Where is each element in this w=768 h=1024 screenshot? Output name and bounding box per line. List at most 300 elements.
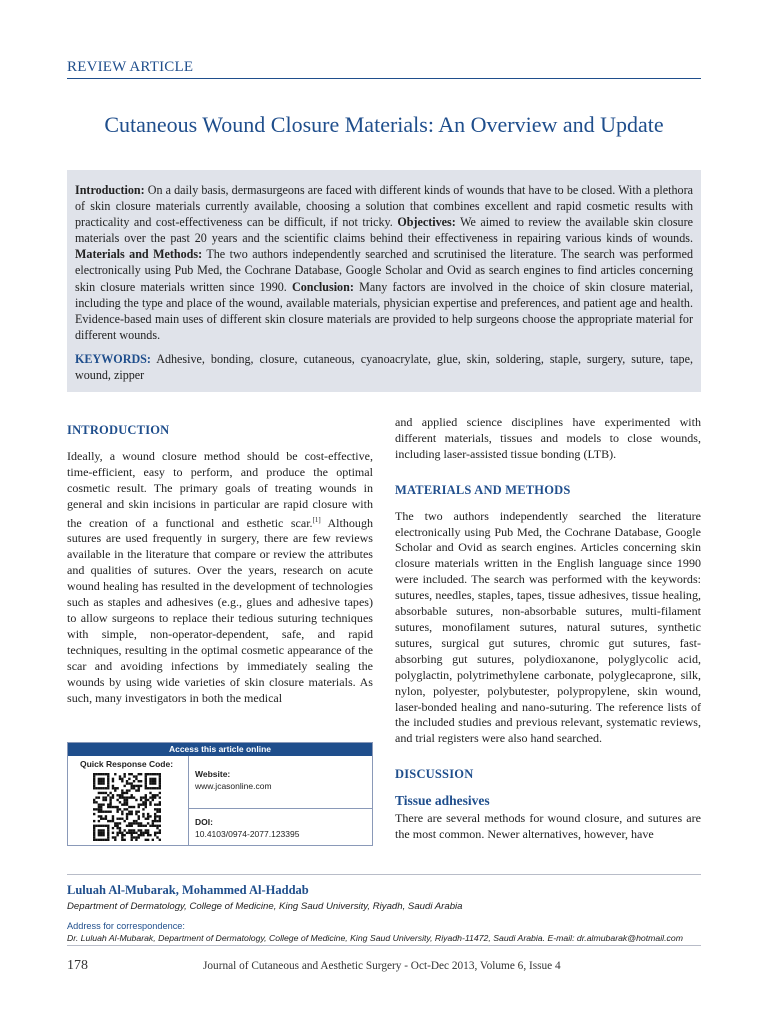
- qr-module: [102, 778, 104, 780]
- qr-module: [159, 778, 161, 780]
- qr-module: [98, 829, 100, 831]
- abstract-intro-label: Introduction:: [75, 183, 145, 197]
- qr-module: [126, 796, 128, 798]
- qr-module: [156, 820, 158, 822]
- qr-module: [102, 796, 104, 798]
- qr-module: [107, 836, 109, 838]
- qr-module: [100, 803, 102, 805]
- qr-module: [135, 785, 137, 787]
- qr-module: [149, 773, 151, 775]
- qr-module: [126, 782, 128, 784]
- qr-module: [112, 827, 114, 829]
- qr-module: [145, 803, 147, 805]
- qr-module: [107, 778, 109, 780]
- qr-module: [93, 775, 95, 777]
- qr-module: [149, 787, 151, 789]
- qr-module: [133, 832, 135, 834]
- qr-module: [145, 775, 147, 777]
- qr-module: [140, 799, 142, 801]
- qr-module: [147, 787, 149, 789]
- qr-module: [112, 780, 114, 782]
- qr-module: [154, 803, 156, 805]
- qr-module: [138, 789, 140, 791]
- qr-module: [131, 822, 133, 824]
- qr-module: [105, 799, 107, 801]
- qr-module: [128, 813, 130, 815]
- qr-module: [116, 822, 118, 824]
- qr-module: [112, 832, 114, 834]
- qr-module: [138, 829, 140, 831]
- qr-module: [145, 796, 147, 798]
- qr-module: [133, 829, 135, 831]
- qr-module: [95, 839, 97, 841]
- qr-module: [93, 813, 95, 815]
- qr-module: [105, 815, 107, 817]
- qr-module: [133, 820, 135, 822]
- website-link[interactable]: www.jcasonline.com: [195, 781, 272, 791]
- qr-module: [142, 815, 144, 817]
- qr-module: [147, 773, 149, 775]
- qr-module: [126, 813, 128, 815]
- qr-module: [128, 822, 130, 824]
- abstract-text: [75, 182, 693, 343]
- qr-module: [107, 780, 109, 782]
- qr-module: [102, 787, 104, 789]
- qr-module: [145, 801, 147, 803]
- qr-module: [105, 825, 107, 827]
- qr-module: [102, 782, 104, 784]
- qr-module: [133, 806, 135, 808]
- introduction-heading: INTRODUCTION: [67, 423, 170, 437]
- qr-module: [112, 778, 114, 780]
- abstract-conclusion-label: Conclusion:: [292, 279, 354, 294]
- qr-module: [93, 782, 95, 784]
- qr-module: [135, 836, 137, 838]
- qr-label: Quick Response Code:: [80, 759, 174, 769]
- qr-module: [131, 782, 133, 784]
- abstract-objectives-label: Objectives:: [397, 215, 456, 230]
- qr-module: [109, 811, 111, 813]
- qr-module: [152, 820, 154, 822]
- qr-module: [112, 815, 114, 817]
- qr-module: [112, 785, 114, 787]
- qr-module: [116, 832, 118, 834]
- discussion-paragraph: There are several methods for wound closure, and sutures are the most common. Newer alternatives, however, have: [395, 811, 701, 841]
- qr-module: [112, 794, 114, 796]
- qr-module: [109, 796, 111, 798]
- qr-module: [154, 773, 156, 775]
- qr-module: [126, 818, 128, 820]
- qr-module: [140, 773, 142, 775]
- qr-module: [114, 773, 116, 775]
- qr-module: [135, 799, 137, 801]
- qr-module: [133, 787, 135, 789]
- right-column: [395, 415, 701, 843]
- qr-code-icon[interactable]: [93, 773, 161, 841]
- qr-module: [102, 792, 104, 794]
- qr-module: [154, 782, 156, 784]
- qr-module: [126, 780, 128, 782]
- qr-module: [102, 832, 104, 834]
- abstract-objectives-text: We aimed to review the available skin closure materials over the past 20 years and the scientific claims behind their effectiveness in repairing various kinds of wounds.: [75, 215, 693, 246]
- qr-module: [119, 832, 121, 834]
- qr-module: [98, 787, 100, 789]
- qr-module: [126, 815, 128, 817]
- keywords-text: Adhesive, bonding, closure, cutaneous, cyanoacrylate, glue, skin, soldering, staple, surgery, suture, tape, wound, zipper: [75, 351, 693, 383]
- qr-module: [159, 803, 161, 805]
- qr-module: [152, 796, 154, 798]
- qr-module: [138, 822, 140, 824]
- qr-module: [107, 825, 109, 827]
- qr-module: [133, 822, 135, 824]
- qr-module: [159, 811, 161, 813]
- qr-module: [116, 827, 118, 829]
- doi-link[interactable]: 10.4103/0974-2077.123395: [195, 829, 300, 839]
- qr-module: [109, 801, 111, 803]
- qr-module: [114, 806, 116, 808]
- qr-module: [107, 787, 109, 789]
- qr-module: [98, 825, 100, 827]
- qr-module: [93, 827, 95, 829]
- qr-module: [126, 803, 128, 805]
- qr-module: [126, 825, 128, 827]
- qr-module: [128, 773, 130, 775]
- qr-module: [149, 834, 151, 836]
- abstract-box: [67, 170, 701, 392]
- qr-module: [159, 832, 161, 834]
- qr-module: [154, 796, 156, 798]
- qr-module: [107, 839, 109, 841]
- qr-module: [156, 808, 158, 810]
- qr-module: [156, 832, 158, 834]
- qr-module: [156, 773, 158, 775]
- qr-module: [98, 778, 100, 780]
- qr-module: [98, 780, 100, 782]
- qr-module: [152, 822, 154, 824]
- qr-module: [147, 829, 149, 831]
- qr-module: [107, 773, 109, 775]
- qr-module: [154, 778, 156, 780]
- qr-module: [154, 815, 156, 817]
- qr-module: [140, 780, 142, 782]
- qr-module: [105, 796, 107, 798]
- qr-module: [152, 778, 154, 780]
- qr-module: [154, 780, 156, 782]
- qr-module: [135, 811, 137, 813]
- qr-module: [145, 785, 147, 787]
- qr-module: [112, 806, 114, 808]
- qr-module: [109, 799, 111, 801]
- qr-module: [121, 811, 123, 813]
- qr-module: [140, 832, 142, 834]
- qr-module: [126, 789, 128, 791]
- correspondence-text: Dr. Luluah Al-Mubarak, Department of Dermatology, College of Medicine, King Saud University, Riyadh-11472, Saudi Arabia. E-mail: dr.almubarak@hotmail.com: [67, 933, 683, 943]
- qr-module: [121, 836, 123, 838]
- qr-module: [107, 820, 109, 822]
- qr-module: [131, 839, 133, 841]
- qr-module: [140, 834, 142, 836]
- discussion-heading: DISCUSSION: [395, 767, 474, 782]
- qr-module: [98, 773, 100, 775]
- qr-module: [112, 796, 114, 798]
- qr-module: [102, 825, 104, 827]
- qr-module: [142, 832, 144, 834]
- qr-module: [131, 787, 133, 789]
- qr-module: [147, 839, 149, 841]
- qr-module: [112, 820, 114, 822]
- qr-module: [102, 799, 104, 801]
- qr-module: [142, 808, 144, 810]
- qr-module: [142, 813, 144, 815]
- qr-module: [123, 799, 125, 801]
- qr-module: [159, 796, 161, 798]
- abstract-intro-text: On a daily basis, dermasurgeons are faced with different kinds of wounds that have to be closed. With a plethora of skin closure materials currently available, choosing a solution that combines excellent and rapid cosmetic results with practicality and cost-effectiveness can be difficult, if not tricky.: [75, 183, 693, 230]
- qr-module: [121, 813, 123, 815]
- introduction-paragraph: [67, 449, 373, 707]
- qr-module: [102, 839, 104, 841]
- qr-module: [109, 806, 111, 808]
- qr-module: [145, 832, 147, 834]
- qr-module: [147, 818, 149, 820]
- qr-module: [98, 796, 100, 798]
- qr-module: [102, 780, 104, 782]
- abstract-conclusion-text: Many factors are involved in the choice of skin closure material, including the type and place of the wound, available materials, physician expertise and preferences, and patient age and health. Evidence-based main uses of different skin closure materials are provided to help surgeons choose the appropriate material for different wounds.: [75, 279, 693, 342]
- qr-module: [140, 825, 142, 827]
- qr-module: [123, 801, 125, 803]
- qr-module: [126, 799, 128, 801]
- qr-module: [114, 787, 116, 789]
- qr-module: [149, 803, 151, 805]
- qr-module: [107, 834, 109, 836]
- qr-module: [131, 773, 133, 775]
- qr-module: [102, 834, 104, 836]
- qr-module: [149, 796, 151, 798]
- qr-module: [159, 801, 161, 803]
- qr-module: [123, 839, 125, 841]
- qr-module: [100, 780, 102, 782]
- qr-module: [145, 825, 147, 827]
- qr-module: [145, 782, 147, 784]
- qr-module: [142, 803, 144, 805]
- qr-module: [98, 820, 100, 822]
- qr-module: [119, 801, 121, 803]
- qr-module: [123, 796, 125, 798]
- qr-module: [119, 822, 121, 824]
- qr-module: [149, 792, 151, 794]
- qr-module: [93, 799, 95, 801]
- qr-module: [107, 794, 109, 796]
- qr-module: [119, 778, 121, 780]
- qr-module: [159, 787, 161, 789]
- qr-module: [142, 796, 144, 798]
- qr-module: [152, 773, 154, 775]
- qr-module: [154, 808, 156, 810]
- qr-module: [128, 782, 130, 784]
- qr-module: [93, 785, 95, 787]
- qr-module: [142, 825, 144, 827]
- qr-module: [121, 778, 123, 780]
- qr-module: [138, 803, 140, 805]
- article-type-label: REVIEW ARTICLE: [67, 59, 194, 75]
- journal-citation: Journal of Cutaneous and Aesthetic Surgery - Oct-Dec 2013, Volume 6, Issue 4: [203, 960, 561, 972]
- qr-module: [123, 820, 125, 822]
- qr-module: [98, 792, 100, 794]
- qr-module: [138, 787, 140, 789]
- qr-module: [145, 839, 147, 841]
- qr-module: [119, 808, 121, 810]
- qr-module: [152, 794, 154, 796]
- qr-module: [128, 806, 130, 808]
- qr-module: [116, 818, 118, 820]
- qr-module: [135, 813, 137, 815]
- qr-module: [98, 808, 100, 810]
- abstract-methods-label: Materials and Methods:: [75, 247, 203, 262]
- qr-module: [138, 818, 140, 820]
- qr-module: [95, 801, 97, 803]
- qr-module: [149, 815, 151, 817]
- qr-module: [159, 792, 161, 794]
- qr-module: [116, 825, 118, 827]
- author-affiliation: Department of Dermatology, College of Medicine, King Saud University, Riyadh, Saudi Arabia: [67, 901, 463, 912]
- qr-module: [145, 787, 147, 789]
- qr-module: [156, 827, 158, 829]
- qr-module: [128, 829, 130, 831]
- qr-module: [109, 792, 111, 794]
- qr-module: [121, 796, 123, 798]
- qr-module: [93, 787, 95, 789]
- qr-module: [131, 834, 133, 836]
- introduction-text-b: Although sutures are used frequently in surgery, there are few reviews available in the literature that compare or review the attributes and qualities of sutures. Over the years, research on acute wound healing has resulted in the development of technologies such as staples and adhesives (e.g., glues and adhesive tapes) to allow surgeons to replace their tedious suturing techniques with simple, non-operator-dependent, safe, and rapid techniques, resulting in the optimal cosmetic appearance of the scar and avoiding infections by immediately sealing the wounds by using wide varieties of skin closure materials. As such, many investigators in both the medical: [67, 515, 373, 705]
- qr-module: [107, 829, 109, 831]
- qr-module: [147, 832, 149, 834]
- qr-module: [154, 787, 156, 789]
- qr-module: [123, 808, 125, 810]
- qr-module: [156, 825, 158, 827]
- qr-module: [114, 822, 116, 824]
- qr-module: [135, 820, 137, 822]
- qr-module: [100, 818, 102, 820]
- abstract-methods-text: The two authors independently searched and scrutinised the literature. The search was performed electronically using Pub Med, the Cochrane Database, Google Scholar and Ovid as search engines to find articles concerning skin closure materials written since 1990.: [75, 247, 693, 294]
- qr-module: [128, 811, 130, 813]
- qr-module: [102, 773, 104, 775]
- qr-module: [142, 834, 144, 836]
- qr-module: [128, 789, 130, 791]
- qr-module: [142, 801, 144, 803]
- qr-module: [145, 829, 147, 831]
- qr-module: [100, 815, 102, 817]
- qr-module: [135, 822, 137, 824]
- qr-module: [121, 803, 123, 805]
- qr-module: [149, 778, 151, 780]
- page-number: 178: [67, 958, 88, 973]
- qr-module: [119, 794, 121, 796]
- qr-module: [154, 820, 156, 822]
- qr-module: [140, 803, 142, 805]
- qr-module: [93, 836, 95, 838]
- qr-module: [128, 778, 130, 780]
- qr-module: [131, 794, 133, 796]
- qr-module: [119, 818, 121, 820]
- qr-module: [133, 796, 135, 798]
- qr-module: [156, 836, 158, 838]
- qr-module: [93, 808, 95, 810]
- keywords: [75, 351, 693, 383]
- qr-module: [156, 794, 158, 796]
- qr-module: [138, 811, 140, 813]
- qr-module: [149, 782, 151, 784]
- qr-module: [152, 825, 154, 827]
- qr-module: [149, 801, 151, 803]
- qr-module: [121, 794, 123, 796]
- qr-module: [135, 775, 137, 777]
- qr-module: [98, 815, 100, 817]
- reference-1-link[interactable]: [1]: [312, 515, 321, 524]
- qr-module: [93, 780, 95, 782]
- qr-module: [98, 834, 100, 836]
- qr-module: [145, 773, 147, 775]
- qr-module: [98, 811, 100, 813]
- qr-module: [100, 778, 102, 780]
- qr-module: [95, 773, 97, 775]
- qr-module: [121, 789, 123, 791]
- qr-module: [149, 780, 151, 782]
- methods-paragraph: The two authors independently searched the literature electronically using Pub Med, the Cochrane Database, Google Scholar and Ovid as search engines. Articles concerning skin closure materials written in the English language since 1990 were included. The search was performed with the keywords: sutures, needles, staples, tapes, tissue adhesives, tissue healing, absorbable sutures, non-absorbable sutures, multi-filament sutures, monofilament sutures, natural sutures, synthetic sutures, surgical gut sutures, chromic gut sutures, fast-absorbing gut sutures, polydioxanone, polyglycolic acid, polyglactin, polytrimethylene carbonate, polyglecaprone, silk, nylon, polyester, polybutester, polypropylene, skin wound, laser-bonded healing and nano-suturing. The reference lists of the included studies and previous relevant, systematic reviews, and trial registers were also hand searched.: [395, 508, 701, 746]
- qr-module: [105, 787, 107, 789]
- qr-module: [131, 836, 133, 838]
- qr-module: [107, 827, 109, 829]
- qr-module: [140, 796, 142, 798]
- qr-module: [105, 792, 107, 794]
- qr-module: [123, 834, 125, 836]
- qr-module: [123, 829, 125, 831]
- qr-module: [131, 796, 133, 798]
- qr-module: [154, 832, 156, 834]
- qr-module: [98, 839, 100, 841]
- website-label: Website:: [195, 769, 231, 779]
- qr-module: [149, 825, 151, 827]
- qr-module: [140, 785, 142, 787]
- introduction-continued: and applied science disciplines have experimented with different materials, tissues and models to close wounds, including laser-assisted tissue bonding (LTB).: [395, 415, 701, 461]
- qr-module: [109, 803, 111, 805]
- qr-module: [159, 780, 161, 782]
- qr-module: [114, 836, 116, 838]
- qr-module: [119, 796, 121, 798]
- qr-module: [159, 773, 161, 775]
- qr-module: [100, 839, 102, 841]
- qr-module: [102, 803, 104, 805]
- qr-module: [152, 787, 154, 789]
- qr-module: [152, 782, 154, 784]
- qr-module: [159, 785, 161, 787]
- qr-module: [135, 832, 137, 834]
- qr-module: [119, 775, 121, 777]
- qr-module: [119, 829, 121, 831]
- qr-module: [128, 832, 130, 834]
- qr-module: [131, 829, 133, 831]
- qr-module: [138, 785, 140, 787]
- qr-module: [100, 787, 102, 789]
- qr-module: [154, 834, 156, 836]
- qr-module: [147, 813, 149, 815]
- qr-module: [159, 825, 161, 827]
- qr-module: [100, 808, 102, 810]
- qr-module: [121, 839, 123, 841]
- qr-module: [105, 839, 107, 841]
- qr-module: [133, 775, 135, 777]
- qr-module: [116, 799, 118, 801]
- qr-module: [145, 818, 147, 820]
- qr-module: [123, 792, 125, 794]
